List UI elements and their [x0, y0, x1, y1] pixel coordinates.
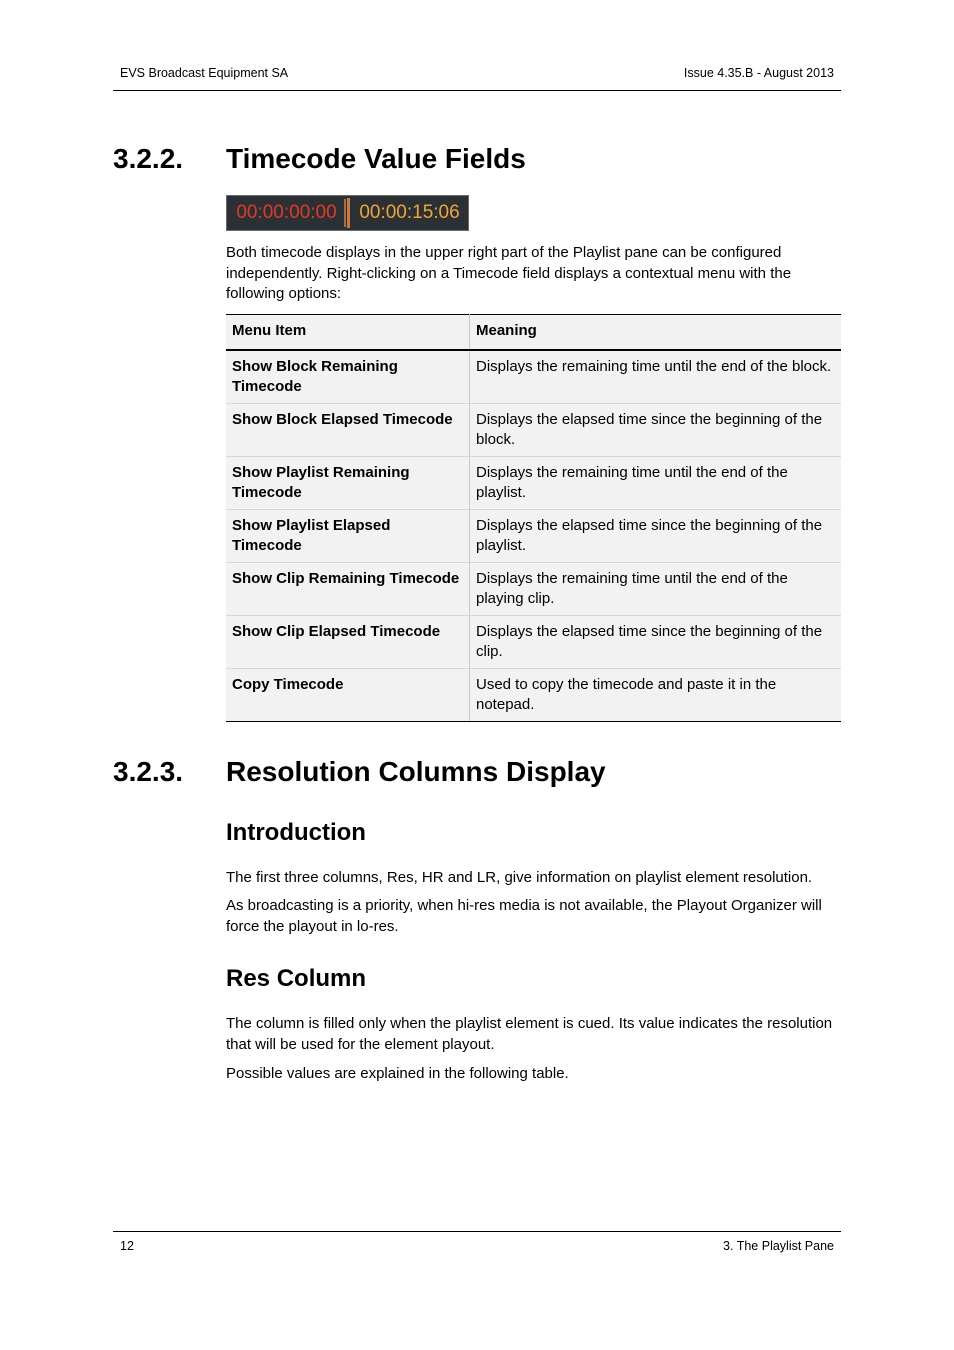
- table-cell-menu-item: Show Playlist Elapsed Timecode: [226, 509, 470, 562]
- table-cell-meaning: Displays the remaining time until the end of the block.: [470, 350, 842, 404]
- table-row: [226, 456, 841, 509]
- timecode-field-left: 00:00:00:00: [229, 199, 346, 227]
- table-row: [226, 615, 841, 668]
- header-issue: Issue 4.35.B - August 2013: [683, 66, 834, 80]
- timecode-display-image: [226, 195, 469, 231]
- heading-timecode-value-fields: [113, 143, 526, 175]
- table-row: [226, 403, 841, 456]
- table-cell-menu-item: Show Clip Remaining Timecode: [226, 562, 470, 615]
- introduction-paragraph-2: As broadcasting is a priority, when hi-res media is not available, the Playout Organizer will force the playout in lo-res.: [226, 897, 822, 935]
- table-cell-menu-item: Show Block Remaining Timecode: [226, 350, 470, 404]
- table-row: [226, 509, 841, 562]
- heading-resolution-columns-display: [113, 756, 606, 788]
- section-title: Resolution Columns Display: [226, 756, 606, 787]
- timecode-field-right: 00:00:15:06: [359, 202, 460, 223]
- timecode-intro-paragraph: Both timecode displays in the upper right part of the Playlist pane can be configured independently. Right-clicking on a Timecode field displays a contextual menu with the following options:: [226, 244, 792, 302]
- footer-page-number: 12: [120, 1239, 134, 1253]
- page-footer: [113, 1231, 841, 1253]
- table-cell-meaning: Displays the remaining time until the end of the playing clip.: [470, 562, 842, 615]
- table-cell-meaning: Used to copy the timecode and paste it in the notepad.: [470, 668, 842, 721]
- table-row: [226, 668, 841, 721]
- introduction-paragraph-1: The first three columns, Res, HR and LR, give information on playlist element resolution.: [226, 869, 813, 886]
- table-header-row: [226, 315, 841, 350]
- table-cell-menu-item: Show Clip Elapsed Timecode: [226, 615, 470, 668]
- table-cell-meaning: Displays the remaining time until the end of the playlist.: [470, 456, 842, 509]
- section-title: Timecode Value Fields: [226, 143, 526, 174]
- section-number: 3.2.2.: [113, 143, 184, 174]
- table-cell-menu-item: Copy Timecode: [226, 668, 470, 721]
- heading-res-column: Res Column: [226, 965, 367, 992]
- table-header-cell: Menu Item: [226, 315, 470, 350]
- section-number: 3.2.3.: [113, 756, 184, 787]
- heading-introduction: Introduction: [226, 819, 366, 846]
- header-company: EVS Broadcast Equipment SA: [120, 66, 289, 80]
- page-header: [113, 66, 841, 91]
- timecode-separator: [347, 198, 350, 228]
- table-cell-menu-item: Show Block Elapsed Timecode: [226, 403, 470, 456]
- table-row: [226, 562, 841, 615]
- res-column-paragraph-1: The column is filled only when the playlist element is cued. Its value indicates the resolution that will be used for the element playout.: [226, 1015, 833, 1053]
- table-cell-meaning: Displays the elapsed time since the beginning of the block.: [470, 403, 842, 456]
- table-cell-meaning: Displays the elapsed time since the beginning of the playlist.: [470, 509, 842, 562]
- table-cell-menu-item: Show Playlist Remaining Timecode: [226, 456, 470, 509]
- timecode-menu-table: [226, 314, 841, 722]
- res-column-paragraph-2: Possible values are explained in the following table.: [226, 1065, 569, 1082]
- table-row: [226, 350, 841, 404]
- table-cell-meaning: Displays the elapsed time since the beginning of the clip.: [470, 615, 842, 668]
- table-header-cell: Meaning: [470, 315, 842, 350]
- footer-chapter: 3. The Playlist Pane: [723, 1239, 834, 1253]
